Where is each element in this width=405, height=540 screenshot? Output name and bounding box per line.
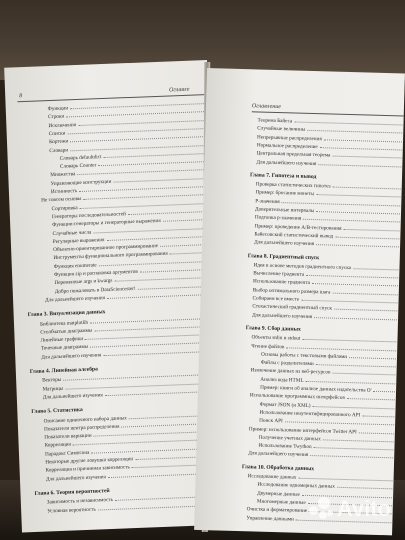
toc-entry-title: Для дальнейшего изучения bbox=[42, 392, 103, 401]
toc-entry-title: Векторы bbox=[42, 377, 62, 384]
toc-leader-dots bbox=[98, 161, 206, 166]
toc-entry-title: Непрерывные распределения bbox=[257, 134, 322, 142]
toc-entry-title: Идея в основе методов градиентного спуска bbox=[253, 262, 352, 271]
toc-entry-title: Глава 9. Сбор данных bbox=[245, 325, 301, 333]
toc-entry-title: Очистка и форматирование bbox=[246, 506, 308, 515]
toc-entry-title: Пример: бросание монеты bbox=[255, 189, 315, 198]
toc-entry-title: Центральная предельная теорема bbox=[256, 150, 331, 159]
toc-entry-title: Объекты stdin и stdout bbox=[251, 334, 301, 342]
toc-entry-title: Формат JSON (и XML) bbox=[259, 401, 311, 409]
toc-leader-dots bbox=[103, 153, 205, 158]
toc-entry-title: Функции-генераторы и генераторные выражения bbox=[52, 218, 161, 229]
right-page-header: Оглавление bbox=[251, 103, 281, 111]
toc-entry-title: P-значения bbox=[255, 198, 280, 205]
toc-entry-title: Функция zip и распаковка аргументов bbox=[54, 268, 138, 279]
toc-entry-title: Пример: проведение A/B-тестирования bbox=[254, 222, 342, 232]
toc-entry-title: Получение учетных данных bbox=[258, 434, 321, 443]
toc-entry-title: Вычисление градиента bbox=[253, 270, 305, 278]
toc-entry-title: Пример: использование интерфейсов Twitter API bbox=[248, 425, 357, 435]
toc-entry-title: Для дальнейшего изучения bbox=[252, 311, 313, 320]
toc-entry-title: Сортировка bbox=[51, 204, 78, 212]
toc-leader-dots bbox=[349, 357, 396, 359]
toc-leader-dots bbox=[303, 219, 400, 223]
toc-leader-dots bbox=[128, 211, 208, 215]
toc-entry-title: Исследование одномерных данных bbox=[257, 481, 335, 491]
toc-entry-title: Не совсем основы bbox=[41, 196, 82, 204]
toc-leader-dots bbox=[332, 292, 397, 295]
toc-entry-title: Выбор оптимального размера шага bbox=[252, 287, 331, 296]
toc-entry-title: Функции bbox=[47, 105, 69, 113]
toc-entry-title: Словарь defaultdict bbox=[59, 153, 102, 162]
toc-entry-title: Двумерные данные bbox=[257, 490, 300, 498]
toc-leader-dots bbox=[285, 421, 394, 425]
toc-entry-title: Случайные величины bbox=[257, 125, 306, 134]
toc-entry-title: Генераторы последовательностей bbox=[51, 211, 126, 220]
toc-entry-title: Глава 6. Теория вероятностей bbox=[34, 487, 110, 497]
toc-entry-title: Пример: книги об анализе данных издательства O' bbox=[260, 384, 372, 394]
toc-entry-title: Столбчатые диаграммы bbox=[40, 327, 93, 336]
toc-entry-title: Теорема Байеса bbox=[257, 117, 293, 125]
toc-leader-dots bbox=[298, 478, 392, 482]
toc-leader-dots bbox=[282, 202, 401, 206]
toc-entry-title: Множества bbox=[50, 171, 76, 179]
toc-leader-dots bbox=[314, 447, 394, 450]
toc-leader-dots bbox=[310, 455, 393, 458]
toc-leader-dots bbox=[323, 439, 394, 442]
toc-entry-title: Проверка статистических гипотез bbox=[255, 181, 331, 190]
toc-entry-title: Доверительные интервалы bbox=[254, 206, 315, 215]
toc-entry-title: Истинность bbox=[50, 188, 78, 196]
toc-entry-title: Для дальнейшего изучения bbox=[248, 450, 309, 459]
toc-entry-title: Собираем все вместе bbox=[252, 295, 300, 303]
toc-entry-title: Для дальнейшего изучения bbox=[45, 473, 106, 483]
left-page-header: Оглавле bbox=[169, 86, 190, 94]
toc-leader-dots bbox=[301, 300, 397, 304]
toc-entry-title: Глава 8. Градиентный спуск bbox=[247, 252, 320, 261]
toc-entry-title: Чтение файлов bbox=[251, 342, 285, 350]
toc-entry-title: Переменные args и kwargs bbox=[54, 278, 113, 287]
toc-leader-dots bbox=[90, 318, 212, 324]
toc-entry-title: Описание одиночного набора данных bbox=[43, 414, 127, 425]
toc-entry-title: Использование программных интерфейсов bbox=[249, 392, 345, 402]
toc-entry-title: Управление данными bbox=[246, 514, 294, 523]
toc-entry-title: Использование Twython bbox=[258, 442, 312, 451]
toc-leader-dots bbox=[332, 373, 395, 376]
toc-entry-title: Парадокс Симпсона bbox=[44, 449, 90, 458]
left-page-number: 8 bbox=[19, 93, 23, 100]
toc-leader-dots bbox=[140, 269, 210, 273]
toc-entry-title: Исследование данных bbox=[247, 473, 297, 481]
toc-entry-title: Корреляция и причинная зависимость bbox=[45, 464, 130, 474]
toc-entry-title: Подгонка p-значения bbox=[254, 214, 302, 222]
toc-entry-title: Библиотека matplotlib bbox=[39, 319, 89, 328]
toc-entry-title: Показатели центра распределения bbox=[43, 423, 120, 433]
toc-entry-title: Словари bbox=[49, 146, 69, 154]
toc-leader-dots bbox=[90, 342, 213, 348]
toc-entry-title: Нормальное распределение bbox=[256, 142, 318, 151]
toc-leader-dots bbox=[106, 236, 208, 241]
toc-leader-dots bbox=[163, 219, 208, 222]
avito-watermark bbox=[309, 496, 391, 522]
toc-leader-dots bbox=[313, 406, 395, 409]
toc-leader-dots bbox=[335, 237, 399, 240]
toc-entry-title: Глава 3. Визуализация данных bbox=[27, 309, 106, 319]
toc-leader-dots bbox=[93, 228, 208, 233]
toc-leader-dots bbox=[359, 432, 394, 434]
toc-entry-title: Кортежи bbox=[48, 138, 69, 146]
toc-leader-dots bbox=[78, 120, 204, 126]
toc-leader-dots bbox=[362, 415, 394, 417]
toc-leader-dots bbox=[307, 130, 402, 134]
toc-leader-dots bbox=[113, 178, 206, 183]
toc-entry-title: Функция enumerate bbox=[53, 262, 97, 270]
avito-logo-icon bbox=[309, 497, 333, 521]
toc-entry-title: Стохастический градиентный спуск bbox=[252, 303, 332, 312]
toc-leader-dots bbox=[84, 194, 208, 200]
toc-entry-title: Матрицы bbox=[42, 385, 64, 393]
toc-leader-dots bbox=[286, 347, 396, 351]
toc-leader-dots bbox=[334, 309, 397, 312]
toc-entry-title: Поиск API bbox=[259, 417, 283, 425]
right-page bbox=[194, 68, 405, 535]
toc-entry-title: Условная вероятность bbox=[47, 506, 96, 514]
toc-leader-dots bbox=[316, 364, 396, 367]
toc-entry-title: Точечные диаграммы bbox=[40, 344, 89, 352]
toc-entry-title: Извлечение данных из веб-ресурсов bbox=[250, 367, 331, 376]
toc-entry-title: Некоторые другие ловушки корреляции bbox=[45, 456, 134, 466]
toc-leader-dots bbox=[312, 283, 398, 286]
toc-leader-dots bbox=[373, 391, 395, 393]
toc-entry-title: Корреляция bbox=[44, 441, 71, 449]
toc-entry-title: Управляющие конструкции bbox=[50, 178, 112, 187]
toc-entry-title: Файлы с разделителями bbox=[260, 359, 314, 368]
toc-leader-dots bbox=[316, 194, 400, 197]
toc-entry-title: Объектно-ориентированное программирование bbox=[53, 243, 159, 254]
toc-leader-dots bbox=[306, 275, 398, 279]
toc-leader-dots bbox=[332, 156, 401, 159]
toc-entry-title: Глава 4. Линейная алгебра bbox=[29, 366, 98, 376]
toc-entry-title: Регулярные выражения bbox=[52, 236, 105, 245]
toc-entry-title: Для дальнейшего изучения bbox=[256, 158, 317, 167]
toc-entry-title: Добро пожаловать в DataSciencester! bbox=[54, 285, 136, 295]
toc-entry-title: Списки bbox=[48, 130, 66, 138]
toc-leader-dots bbox=[103, 351, 213, 356]
toc-leader-dots bbox=[333, 187, 401, 190]
toc-leader-dots bbox=[337, 487, 393, 490]
toc-entry-title: Анализ кода HTML bbox=[260, 376, 304, 384]
toc-leader-dots bbox=[302, 339, 396, 343]
toc-entry-title: Байесовский статистический вывод bbox=[254, 231, 334, 240]
toc-entry-title: Глава 5. Статистика bbox=[31, 407, 83, 416]
toc-entry-title: Исключения bbox=[48, 121, 77, 129]
toc-leader-dots bbox=[114, 277, 210, 282]
toc-entry-title: Линейные графики bbox=[40, 336, 84, 344]
toc-entry-title: Для дальнейшего изучения bbox=[41, 351, 102, 361]
toc-entry-title: Зависимость и независимость bbox=[46, 497, 114, 506]
toc-leader-dots bbox=[94, 326, 212, 332]
toc-leader-dots bbox=[306, 381, 396, 385]
toc-entry-title: Для дальнейшего изучения bbox=[254, 239, 315, 248]
toc-leader-dots bbox=[318, 164, 401, 167]
toc-entry-title: Использование неаутентифицированного API bbox=[259, 409, 361, 419]
toc-leader-dots bbox=[99, 261, 210, 266]
toc-entry-title: Показатели вариации bbox=[44, 432, 92, 441]
toc-leader-dots bbox=[324, 139, 402, 142]
toc-leader-dots bbox=[316, 211, 400, 214]
watermark-text: Avito bbox=[336, 496, 391, 521]
toc-entry-title: Словарь Counter bbox=[59, 162, 97, 170]
toc-entry-title: Глава 7. Гипотеза и вывод bbox=[249, 172, 317, 180]
toc-entry-title: Случайные числа bbox=[52, 229, 92, 237]
toc-leader-dots bbox=[294, 121, 402, 125]
toc-leader-dots bbox=[138, 286, 211, 290]
toc-entry-title: Инструменты функционального программирования bbox=[53, 251, 168, 262]
toc-leader-dots bbox=[314, 317, 397, 320]
toc-entry-title: Глава 10. Обработка данных bbox=[241, 463, 315, 472]
toc-entry-title: Для дальнейшего изучения bbox=[44, 294, 106, 304]
toc-leader-dots bbox=[320, 147, 402, 150]
toc-leader-dots bbox=[344, 228, 400, 231]
toc-entry-title: Основы работы с текстовыми файлами bbox=[260, 351, 348, 360]
toc-leader-dots bbox=[347, 398, 395, 400]
toc-leader-dots bbox=[316, 244, 399, 247]
left-page bbox=[4, 60, 225, 532]
toc-entry-title: Использование градиента bbox=[252, 278, 311, 287]
toc-leader-dots bbox=[107, 294, 211, 299]
toc-entry-title: Многомерные данные bbox=[256, 498, 306, 506]
right-header-rule bbox=[252, 111, 404, 116]
toc-leader-dots bbox=[353, 268, 398, 270]
toc-entry-title: Строки bbox=[47, 113, 65, 121]
